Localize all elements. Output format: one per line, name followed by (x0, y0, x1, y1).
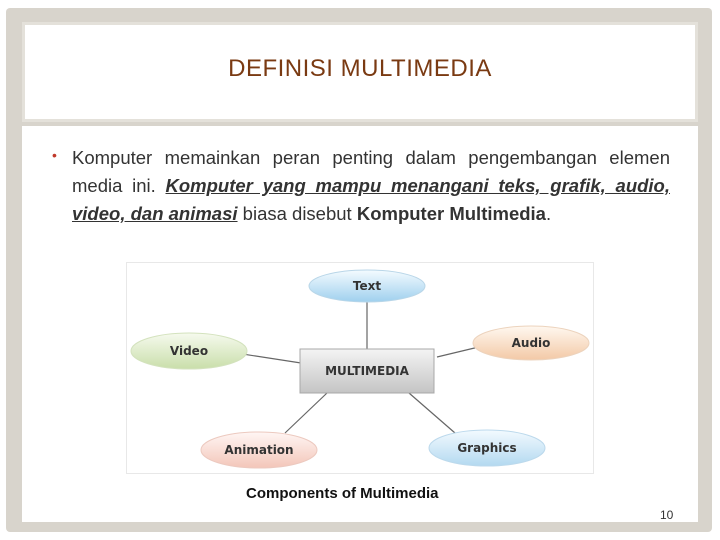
node-audio (473, 326, 589, 360)
bullet-text-part1: Komputer memainkan peran penting dalam pengembangan elemen media ini. (72, 147, 670, 196)
node-multimedia (300, 349, 434, 393)
bullet-text-underlined: Komputer yang mampu menangani teks, grafik, audio, video, dan animasi (72, 175, 670, 224)
node-graphics (429, 430, 545, 466)
diagram-svg (127, 263, 595, 475)
node-video-label: Video (169, 344, 209, 358)
node-text (309, 270, 425, 302)
bullet-text-bold: Komputer Multimedia (356, 203, 546, 224)
slide-title: DEFINISI MULTIMEDIA (228, 55, 492, 82)
connector-animation (285, 393, 327, 433)
node-multimedia-label: MULTIMEDIA (325, 364, 409, 378)
node-text-label: Text (352, 279, 382, 293)
bullet-text-part2: biasa disebut (237, 203, 357, 224)
node-audio-label: Audio (511, 336, 551, 350)
page-number: 10 (660, 508, 674, 522)
title-box (22, 22, 698, 122)
bullet-text (72, 144, 670, 228)
node-video (131, 333, 247, 369)
connector-graphics (409, 393, 455, 433)
bullet-icon: • (52, 147, 57, 163)
bullet-text-end: . (545, 203, 552, 224)
node-animation-label: Animation (224, 443, 294, 457)
node-graphics-label: Graphics (457, 441, 517, 455)
node-animation (201, 432, 317, 468)
diagram-caption: Components of Multimedia (246, 485, 439, 502)
multimedia-diagram (126, 262, 594, 474)
